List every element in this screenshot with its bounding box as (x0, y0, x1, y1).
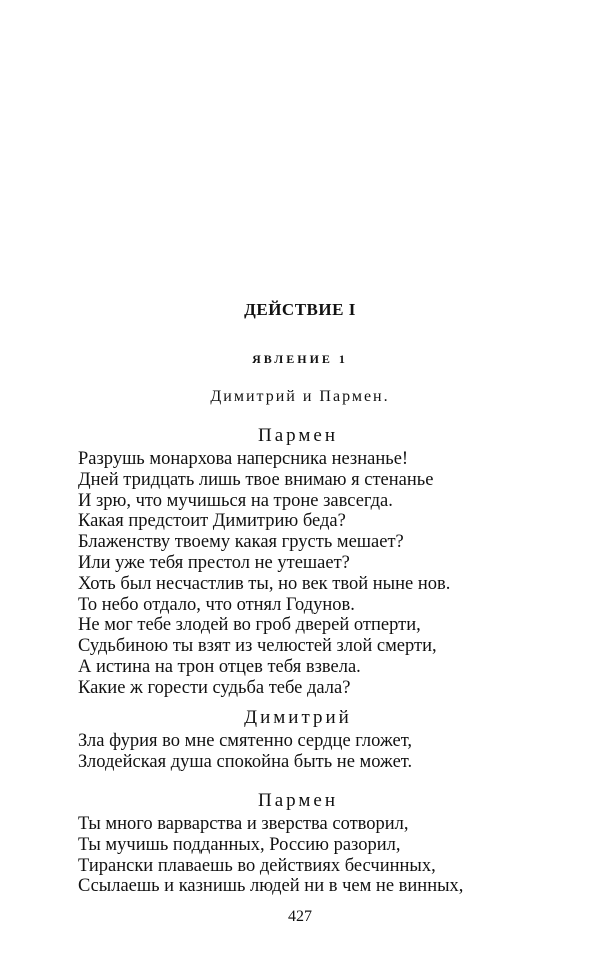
verse-line: Ты много варварства и зверства сотворил, (78, 814, 409, 834)
act-title: ДЕЙСТВИЕ I (244, 300, 356, 319)
verse-line: Блаженству твоему какая грусть мешает? (78, 532, 404, 553)
scene-title: ЯВЛЕНИЕ 1 (252, 352, 348, 366)
verse-line: Хоть был несчастлив ты, но век твой ныне нов. (78, 573, 451, 594)
verse-line: Ссылаешь и казнишь людей ни в чем не винных, (78, 876, 464, 897)
verse-line: Разрушь монархова наперсника незнанье! (78, 449, 409, 469)
verse-line: Злодейская душа спокойна быть не может. (78, 751, 413, 772)
stage-direction: Димитрий и Пармен. (210, 388, 390, 405)
speaker-name: Пармен (258, 790, 338, 811)
verse-line: То небо отдало, что отнял Годунов. (78, 594, 355, 615)
verse-line: Не мог тебе злодей во гроб дверей отперти, (78, 615, 421, 636)
speech-block (78, 423, 548, 699)
speech-block (78, 705, 548, 773)
verse-line: И зрю, что мучишься на троне завсегда. (78, 490, 393, 511)
verse-line: Дней тридцать лишь твое внимаю я стенанье (78, 469, 434, 490)
verse-line: А истина на трон отцев тебя взвела. (78, 656, 361, 677)
verse-line: Или уже тебя престол не утешает? (78, 552, 350, 573)
verse-line: Какая предстоит Димитрию беда? (78, 511, 346, 532)
verse-line: Судьбиною ты взят из челюстей злой смерти, (78, 636, 437, 657)
speaker-name: Димитрий (244, 707, 352, 728)
speech-block (78, 788, 548, 897)
page-number: 427 (288, 908, 312, 925)
verse-line: Ты мучишь подданных, Россию разорил, (78, 834, 401, 855)
verse-line: Тирански плаваешь во действиях бесчинных, (78, 855, 436, 876)
verse-line: Какие ж горести судьба тебе дала? (78, 677, 351, 698)
verse-line: Зла фурия во мне смятенно сердце гложет, (78, 731, 413, 751)
speaker-name: Пармен (258, 425, 338, 446)
